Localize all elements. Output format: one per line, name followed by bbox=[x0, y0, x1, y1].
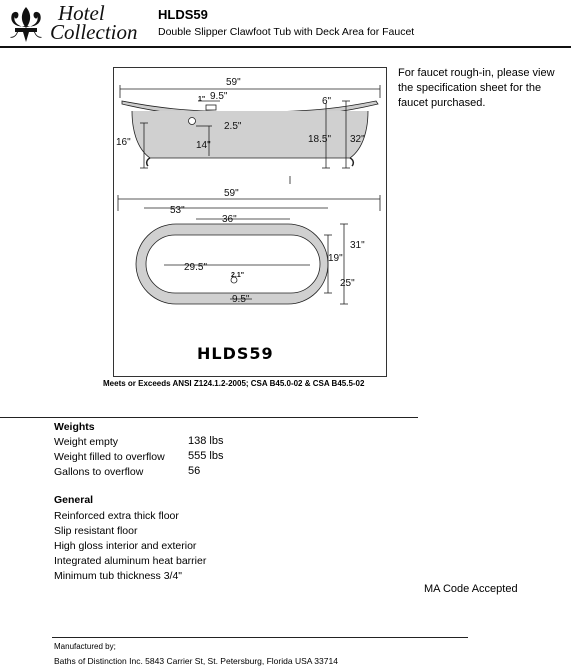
general-item: Slip resistant floor bbox=[54, 525, 138, 537]
weight-empty-value: 138 lbs bbox=[188, 435, 224, 447]
general-item: High gloss interior and exterior bbox=[54, 540, 197, 552]
section-divider bbox=[0, 417, 418, 418]
weights-heading: Weights bbox=[54, 421, 95, 433]
general-item: Minimum tub thickness 3/4" bbox=[54, 570, 183, 582]
general-item: Integrated aluminum heat barrier bbox=[54, 555, 207, 567]
manufactured-by-label: Manufactured by; bbox=[54, 642, 116, 651]
brand-logo bbox=[6, 2, 146, 46]
standards-statement: Meets or Exceeds ANSI Z124.1.2-2005; CSA B45.0-02 & CSA B45.5-02 bbox=[103, 379, 365, 388]
dim-top-inner-width: 25" bbox=[340, 278, 355, 289]
weight-filled-value: 555 lbs bbox=[188, 450, 224, 462]
dim-side-drain-offset: 2.5" bbox=[224, 121, 242, 132]
gallons-label: Gallons to overflow bbox=[54, 466, 144, 478]
dim-side-interior-depth: 14" bbox=[196, 140, 211, 151]
faucet-note: For faucet rough-in, please view the specification sheet for the faucet purchased. bbox=[398, 67, 555, 109]
model-code: HLDS59 bbox=[158, 7, 208, 22]
dim-side-deck-edge: 1" bbox=[198, 96, 206, 103]
dim-top-basin-length: 36" bbox=[222, 214, 237, 225]
dim-side-deck-width: 9.5" bbox=[210, 91, 228, 102]
dimension-diagram bbox=[114, 68, 386, 376]
dim-top-outer-length: 53" bbox=[170, 205, 185, 216]
general-heading: General bbox=[54, 494, 94, 506]
tub-drawing bbox=[113, 67, 387, 377]
dim-side-height-to-rim: 16" bbox=[116, 137, 131, 148]
dim-top-deck-width: 9.5" bbox=[232, 294, 250, 305]
dim-top-length: 59" bbox=[224, 188, 239, 199]
dim-top-basin-width: 19" bbox=[328, 253, 343, 264]
fleur-de-lis-icon bbox=[6, 4, 46, 44]
ma-code-accepted: MA Code Accepted bbox=[424, 583, 518, 595]
manufacturer-address: Baths of Distinction Inc. 5843 Carrier St, St. Petersburg, Florida USA 33714 bbox=[54, 656, 338, 666]
weight-empty-label: Weight empty bbox=[54, 436, 118, 448]
dim-top-basin-span: 29.5" bbox=[184, 262, 208, 273]
brand-line2: Collection bbox=[50, 20, 138, 44]
general-item: Reinforced extra thick floor bbox=[54, 510, 179, 522]
dim-side-rim-depth: 6" bbox=[322, 96, 332, 107]
brand-line1: Hotel bbox=[58, 1, 105, 25]
drawing-model-title: HLDS59 bbox=[197, 344, 274, 363]
dim-side-rim-height: 18.5" bbox=[308, 134, 332, 145]
header-divider bbox=[0, 46, 571, 48]
model-description: Double Slipper Clawfoot Tub with Deck Area for Faucet bbox=[158, 26, 415, 38]
gallons-value: 56 bbox=[188, 465, 201, 477]
dim-top-drain-offset: 2.1" bbox=[231, 272, 245, 279]
dim-side-overall-height: 32" bbox=[350, 134, 365, 145]
dim-side-length: 59" bbox=[226, 77, 241, 88]
footer-divider bbox=[52, 637, 468, 638]
weight-filled-label: Weight filled to overflow bbox=[54, 451, 165, 463]
dim-top-overall-width: 31" bbox=[350, 240, 365, 251]
